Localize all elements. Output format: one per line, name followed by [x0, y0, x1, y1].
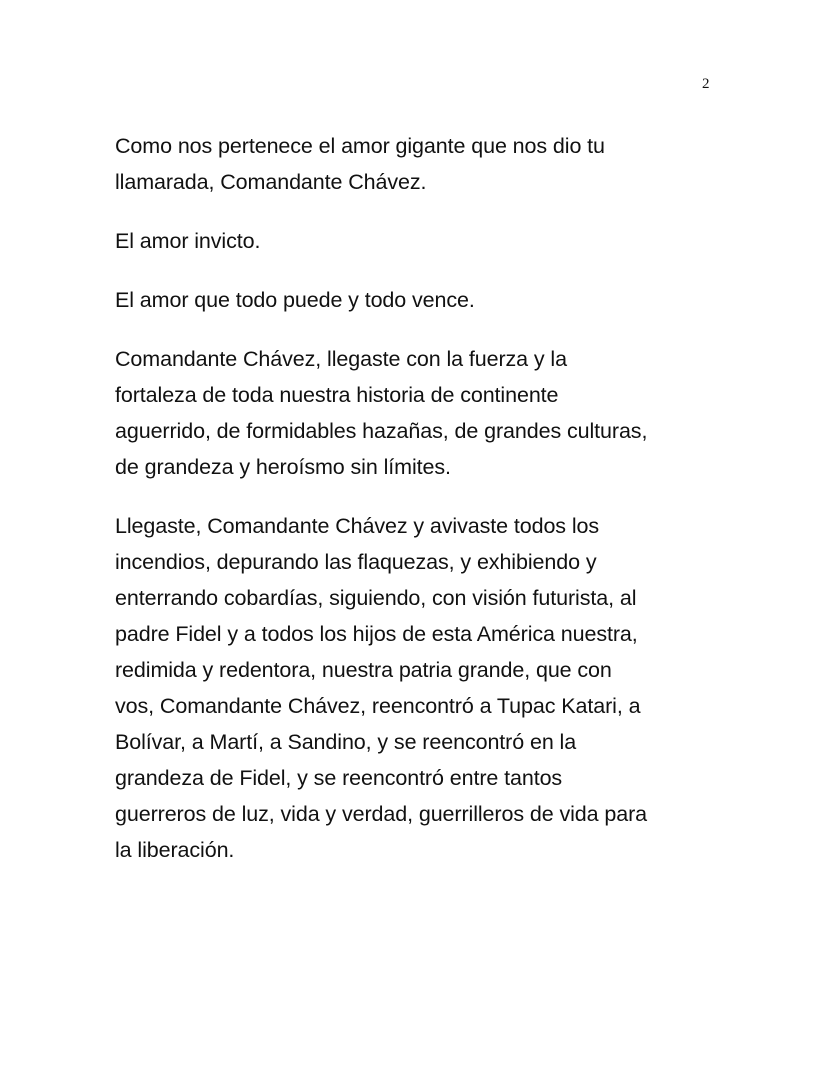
text-line: llamarada, Comandante Chávez.	[115, 170, 427, 194]
text-line: Como nos pertenece el amor gigante que nos dio tu	[115, 134, 605, 158]
text-line: grandeza de Fidel, y se reencontró entre tantos	[115, 766, 563, 790]
text-line: El amor que todo puede y todo vence.	[115, 288, 475, 312]
text-line: Bolívar, a Martí, a Sandino, y se reencontró en la	[115, 730, 577, 754]
text-line: fortaleza de toda nuestra historia de continente	[115, 383, 559, 407]
text-line: enterrando cobardías, siguiendo, con visión futurista, al	[115, 586, 637, 610]
text-line: guerreros de luz, vida y verdad, guerrilleros de vida para	[115, 802, 647, 826]
text-line: padre Fidel y a todos los hijos de esta América nuestra,	[115, 622, 638, 646]
text-line: incendios, depurando las flaquezas, y exhibiendo y	[115, 550, 597, 574]
paragraph-1	[115, 128, 755, 200]
page-number: 2	[702, 76, 710, 92]
text-line: de grandeza y heroísmo sin límites.	[115, 455, 451, 479]
paragraph-2	[115, 223, 755, 259]
paragraph-3	[115, 282, 755, 318]
text-line: vos, Comandante Chávez, reencontró a Tupac Katari, a	[115, 694, 641, 718]
text-line: Llegaste, Comandante Chávez y avivaste todos los	[115, 514, 600, 538]
text-line: redimida y redentora, nuestra patria grande, que con	[115, 658, 612, 682]
document-body	[115, 128, 755, 891]
paragraph-5	[115, 508, 755, 868]
paragraph-4	[115, 341, 755, 485]
text-line: Comandante Chávez, llegaste con la fuerza y la	[115, 347, 567, 371]
text-line: El amor invicto.	[115, 229, 261, 253]
text-line: aguerrido, de formidables hazañas, de grandes culturas,	[115, 419, 648, 443]
text-line: la liberación.	[115, 838, 235, 862]
